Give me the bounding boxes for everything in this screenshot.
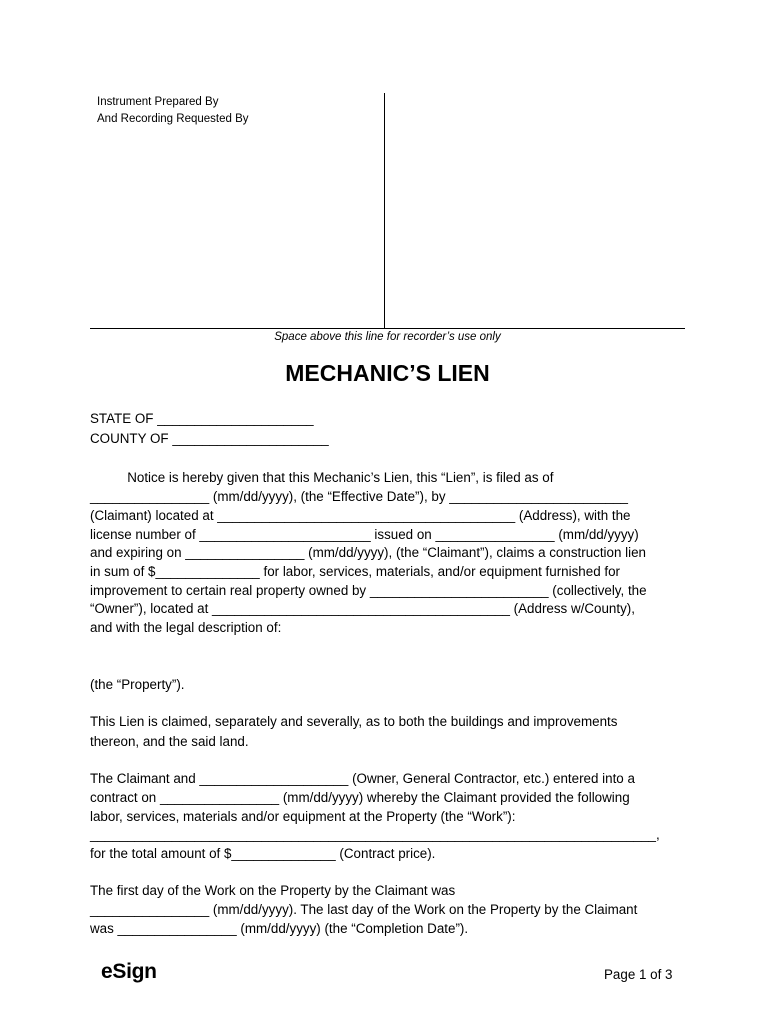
body-line: ________________ (mm/dd/yyyy), (the “Effective Date”), by ________________________: [90, 489, 628, 504]
page-number: Page 1 of 3: [604, 967, 673, 982]
body-line: and with the legal description of:: [90, 620, 282, 635]
body-line: (Claimant) located at ________________________________________ (Address), with the: [90, 508, 631, 523]
prepared-by-block: [97, 94, 249, 128]
body-line: for the total amount of $______________ (Contract price).: [90, 846, 436, 861]
body-line: license number of _______________________ issued on ________________ (mm/dd/yyyy): [90, 527, 639, 542]
body-line: ____________________________________________________________________________,: [90, 827, 660, 842]
body-line: The Claimant and ____________________ (Owner, General Contractor, etc.) entered into a: [90, 771, 635, 786]
body-line: in sum of $______________ for labor, services, materials, and/or equipment furnished for: [90, 564, 620, 579]
body-line: ________________ (mm/dd/yyyy). The last day of the Work on the Property by the Claimant: [90, 902, 638, 917]
body-line: thereon, and the said land.: [90, 734, 249, 749]
recorder-space-note: Space above this line for recorder’s use only: [274, 331, 501, 343]
body-line: This Lien is claimed, separately and severally, as to both the buildings and improvements: [90, 714, 618, 729]
recorder-box-vertical-divider: [384, 93, 385, 329]
prepared-by-line-2: And Recording Requested By: [97, 113, 249, 125]
body-line: Notice is hereby given that this Mechanic’s Lien, this “Lien”, is filed as of: [90, 470, 554, 485]
body-line: labor, services, materials and/or equipment at the Property (the “Work”):: [90, 809, 516, 824]
body-line: (the “Property”).: [90, 677, 185, 692]
body-line: contract on ________________ (mm/dd/yyyy) whereby the Claimant provided the following: [90, 790, 630, 805]
prepared-by-line-1: Instrument Prepared By: [97, 96, 219, 108]
county-line: COUNTY OF _____________________: [90, 431, 329, 446]
body-line: improvement to certain real property owned by ________________________ (collectively, the: [90, 583, 647, 598]
recorder-box-bottom-divider: [90, 328, 685, 329]
body-line: “Owner”), located at ________________________________________ (Address w/County),: [90, 601, 635, 616]
body-line: and expiring on ________________ (mm/dd/yyyy), (the “Claimant”), claims a construction lien: [90, 545, 646, 560]
esign-logo: eSign: [101, 960, 157, 983]
body-line: The first day of the Work on the Property by the Claimant was: [90, 883, 456, 898]
document-title: MECHANIC’S LIEN: [285, 360, 490, 386]
state-line: STATE OF _____________________: [90, 411, 314, 426]
body-line: was ________________ (mm/dd/yyyy) (the “Completion Date”).: [90, 921, 469, 936]
